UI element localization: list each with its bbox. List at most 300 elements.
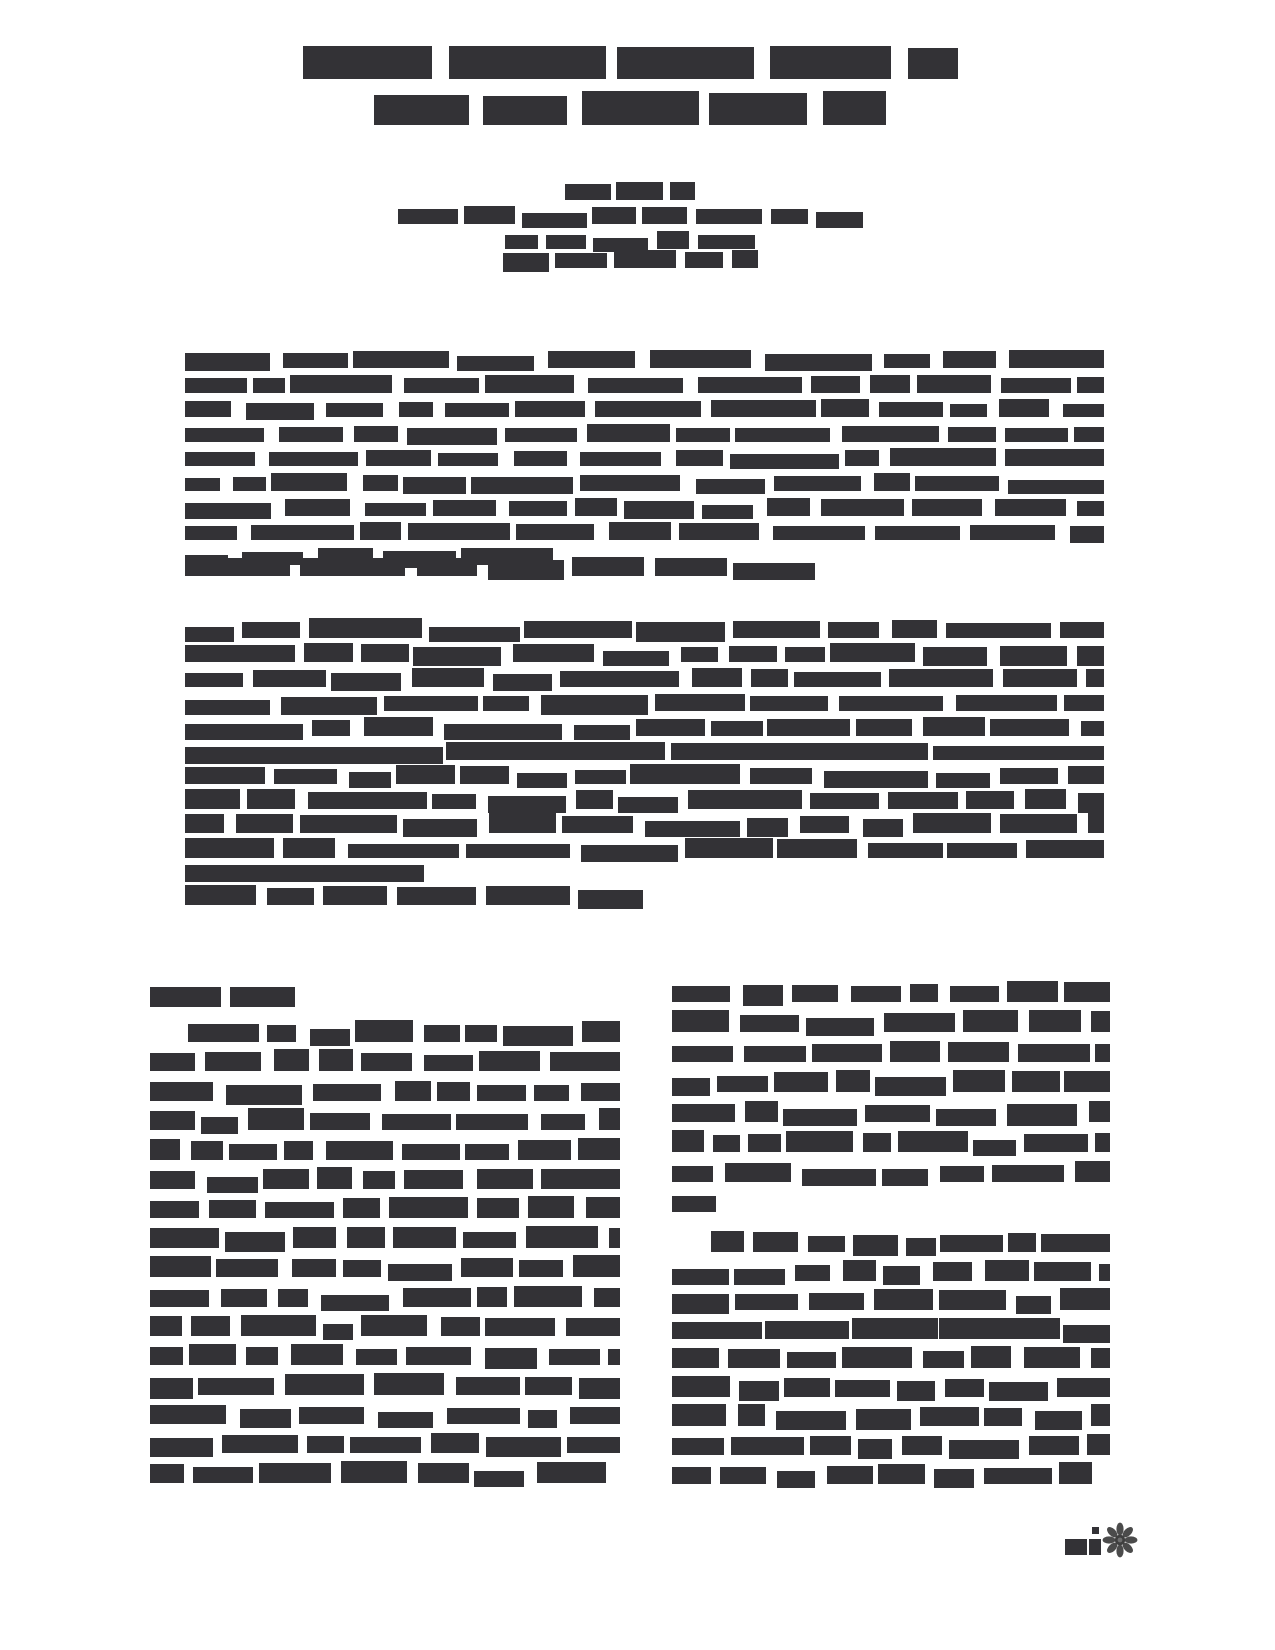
redacted-text-line <box>672 1103 1110 1122</box>
redacted-word <box>398 209 458 224</box>
redacted-word <box>388 1264 452 1281</box>
redacted-word <box>992 1165 1064 1182</box>
redacted-word <box>655 558 727 576</box>
redacted-word <box>1077 377 1104 393</box>
redacted-word <box>824 771 928 788</box>
redacted-text-line <box>150 1405 620 1424</box>
redacted-word <box>671 743 928 760</box>
redacted-word <box>608 1349 619 1365</box>
redacted-word <box>897 1381 935 1401</box>
redacted-word <box>550 1052 620 1071</box>
redacted-word <box>696 479 765 494</box>
redacted-word <box>366 450 432 466</box>
redacted-word <box>576 790 613 809</box>
redacted-word <box>233 477 266 491</box>
redacted-word <box>852 1318 938 1339</box>
redacted-word <box>479 1051 540 1071</box>
redacted-word <box>898 1131 969 1152</box>
redacted-word <box>636 622 725 642</box>
redacted-word <box>374 95 469 125</box>
redacted-word <box>936 1109 996 1126</box>
redacted-word <box>399 402 433 417</box>
redacted-word <box>570 1407 620 1424</box>
redacted-word <box>1000 814 1077 833</box>
redacted-word <box>317 1167 352 1189</box>
redacted-word <box>672 986 730 1002</box>
redacted-word <box>488 560 564 580</box>
redacted-word <box>1029 1010 1081 1032</box>
redacted-text-line <box>672 1043 1110 1062</box>
redacted-word <box>384 696 478 711</box>
redacted-text-line <box>672 1133 1110 1152</box>
redacted-word <box>412 668 484 687</box>
redacted-word <box>945 1379 984 1397</box>
redacted-word <box>845 450 878 466</box>
redacted-word <box>617 47 754 79</box>
redacted-word <box>548 351 636 368</box>
redacted-word <box>513 644 595 662</box>
redacted-word <box>150 1111 195 1130</box>
redacted-word <box>308 792 427 809</box>
redacted-word <box>185 767 265 784</box>
redacted-word <box>488 796 566 813</box>
redacted-word <box>588 378 683 393</box>
redacted-word <box>269 452 358 466</box>
redacted-word <box>1077 501 1104 516</box>
redacted-word <box>956 695 1057 711</box>
redacted-word <box>541 1114 585 1130</box>
redacted-text-line <box>150 1346 620 1365</box>
redacted-word <box>828 622 879 638</box>
redacted-text-line <box>185 816 1104 833</box>
redacted-word <box>1001 378 1071 393</box>
redacted-word <box>1059 1462 1092 1484</box>
redacted-word <box>477 1287 508 1307</box>
redacted-word <box>1034 1262 1090 1281</box>
redacted-word <box>363 475 398 491</box>
redacted-word <box>567 1437 620 1453</box>
redacted-word <box>285 499 350 516</box>
redacted-word <box>284 1141 313 1160</box>
redacted-text-line <box>185 558 815 576</box>
redacted-word <box>457 356 534 371</box>
redacted-word <box>408 523 511 540</box>
redacted-word <box>485 1318 555 1336</box>
redacted-word <box>902 1436 942 1455</box>
redacted-text-line <box>185 524 1104 540</box>
redacted-word <box>265 1202 334 1218</box>
redacted-word <box>396 765 455 784</box>
redacted-word <box>403 819 477 837</box>
redacted-word <box>191 1141 223 1160</box>
redacted-word <box>307 1436 344 1453</box>
redacted-text-line <box>672 1073 1110 1092</box>
redacted-word <box>300 815 397 833</box>
redacted-word <box>185 503 271 519</box>
redacted-text-line <box>185 743 1104 760</box>
redacted-word <box>216 1259 278 1277</box>
redacted-word <box>730 454 839 469</box>
redacted-word <box>447 1408 520 1424</box>
redacted-word <box>221 1289 267 1307</box>
section-heading-redacted <box>150 985 295 1007</box>
redacted-word <box>483 96 567 125</box>
redacted-word <box>303 46 432 79</box>
redacted-word <box>777 839 857 858</box>
redacted-word <box>744 1046 806 1062</box>
redacted-word <box>578 1138 620 1160</box>
redacted-word <box>711 400 816 417</box>
redacted-word <box>456 1377 519 1395</box>
redacted-text-line <box>150 1052 620 1071</box>
redacted-word <box>1003 669 1077 687</box>
redacted-word <box>1008 480 1104 494</box>
redacted-word <box>229 1144 276 1160</box>
redacted-word <box>1008 1233 1036 1252</box>
redacted-word <box>580 475 680 491</box>
redacted-word <box>923 1351 964 1368</box>
redacted-word <box>856 719 913 736</box>
redacted-word <box>225 1232 285 1252</box>
redacted-word <box>787 1352 836 1368</box>
redacted-word <box>609 1228 620 1248</box>
redacted-word <box>750 768 812 784</box>
redacted-word <box>811 376 861 393</box>
redacted-word <box>365 503 427 516</box>
redacted-word <box>185 478 220 491</box>
redacted-word <box>614 250 677 268</box>
second-abstract-paragraph-redacted <box>185 621 1104 882</box>
redacted-word <box>310 1029 351 1046</box>
redacted-word <box>312 720 350 736</box>
redacted-word <box>350 1437 420 1453</box>
redacted-word <box>150 1438 213 1457</box>
redacted-word <box>655 694 745 711</box>
redacted-word <box>460 766 509 784</box>
redacted-text-line <box>185 401 1104 417</box>
redacted-word <box>636 719 705 736</box>
redacted-word <box>240 1409 291 1428</box>
redacted-word <box>150 1290 209 1307</box>
redacted-word <box>802 1169 876 1186</box>
redacted-text-line <box>185 719 1104 736</box>
redacted-word <box>688 790 802 809</box>
redacted-word <box>821 399 869 417</box>
redacted-word <box>729 646 778 662</box>
redacted-word <box>595 401 701 417</box>
abstract-paragraph-redacted <box>185 352 1104 565</box>
redacted-word <box>810 793 878 809</box>
redacted-word <box>185 673 243 687</box>
redacted-word <box>681 647 718 662</box>
redacted-word <box>883 1266 920 1285</box>
redacted-word <box>185 353 270 371</box>
redacted-text-line <box>185 426 1104 442</box>
redacted-word <box>432 794 476 809</box>
redacted-text-line <box>672 1163 1110 1182</box>
redacted-word <box>717 1076 768 1092</box>
redacted-word <box>437 1082 470 1101</box>
redacted-word <box>821 499 904 516</box>
redacted-word <box>485 1348 538 1369</box>
redacted-word <box>575 770 626 784</box>
redacted-word <box>1099 1264 1110 1281</box>
author-contact-redacted <box>503 251 758 268</box>
rosette-petal <box>1116 1545 1123 1558</box>
redacted-text-line <box>150 985 295 1007</box>
redacted-word <box>349 772 391 788</box>
redacted-word <box>676 428 730 442</box>
redacted-word <box>463 1232 516 1248</box>
redacted-word <box>743 985 783 1006</box>
redacted-word <box>185 789 240 809</box>
redacted-text-line <box>185 475 1104 491</box>
redacted-word <box>242 622 301 638</box>
redacted-word <box>150 1347 183 1365</box>
redacted-word <box>800 816 850 833</box>
redacted-word <box>630 764 740 784</box>
redacted-word <box>1078 793 1104 813</box>
redacted-word <box>326 403 384 417</box>
redacted-word <box>592 207 636 224</box>
redacted-word <box>947 843 1017 858</box>
redacted-word <box>509 501 567 516</box>
redacted-word <box>812 1044 882 1062</box>
redacted-text-line <box>672 1407 1110 1426</box>
redacted-text-line <box>150 1288 620 1307</box>
redacted-word <box>356 1349 397 1365</box>
redacted-word <box>1095 1133 1110 1152</box>
redacted-word <box>1060 1288 1110 1310</box>
redacted-word <box>672 1294 729 1314</box>
redacted-word <box>856 1409 911 1430</box>
redacted-word <box>354 426 399 442</box>
redacted-word <box>725 1163 791 1182</box>
redacted-word <box>672 1438 724 1455</box>
paper-title-line-2-redacted <box>374 92 886 125</box>
redacted-word <box>247 789 295 809</box>
redacted-word <box>940 1166 984 1182</box>
redacted-word <box>582 1021 619 1042</box>
redacted-text-line <box>672 1193 1110 1212</box>
redacted-word <box>950 986 999 1002</box>
redacted-word <box>984 1408 1023 1426</box>
redacted-word <box>433 500 496 516</box>
redacted-word <box>267 1025 296 1042</box>
redacted-word <box>429 627 520 642</box>
redacted-word <box>963 1010 1018 1032</box>
redacted-word <box>770 46 891 79</box>
redacted-word <box>948 1042 1010 1062</box>
redacted-word <box>808 1236 845 1252</box>
redacted-text-line <box>672 1320 1110 1339</box>
redacted-word <box>574 725 630 740</box>
redacted-word <box>361 644 408 662</box>
redacted-word <box>672 1046 733 1062</box>
redacted-word <box>728 1349 780 1368</box>
redacted-text-line <box>150 1376 620 1395</box>
redacted-word <box>441 1317 480 1336</box>
redacted-word <box>444 724 562 740</box>
redacted-word <box>185 814 224 833</box>
redacted-word <box>890 448 996 466</box>
redacted-word <box>582 91 699 125</box>
redacted-word <box>274 1049 309 1071</box>
redacted-word <box>417 558 477 576</box>
redacted-word <box>733 563 815 580</box>
redacted-word <box>1070 526 1104 543</box>
redacted-word <box>274 769 337 784</box>
redacted-word <box>465 1144 509 1160</box>
redacted-word <box>912 499 982 516</box>
redacted-word <box>990 719 1069 736</box>
redacted-word <box>477 1169 534 1189</box>
redacted-text-line <box>150 1023 620 1042</box>
redacted-word <box>516 524 594 540</box>
redacted-word <box>304 643 353 662</box>
redacted-word <box>720 1467 766 1484</box>
redacted-word <box>1005 449 1104 466</box>
redacted-word <box>1041 1234 1110 1252</box>
redacted-word <box>525 1377 572 1395</box>
redacted-word <box>858 1439 892 1459</box>
redacted-word <box>1012 1071 1060 1092</box>
redacted-word <box>603 651 668 666</box>
redacted-word <box>191 1316 230 1336</box>
redacted-word <box>999 399 1049 417</box>
redacted-word <box>609 522 671 540</box>
redacted-word <box>353 351 449 368</box>
redacted-word <box>1074 427 1104 442</box>
redacted-word <box>1086 669 1104 687</box>
redacted-word <box>735 1294 799 1310</box>
redacted-word <box>519 1260 563 1277</box>
redacted-word <box>1000 646 1067 666</box>
redacted-text-line <box>150 1111 620 1130</box>
redacted-word <box>299 1407 365 1424</box>
redacted-word <box>565 184 611 200</box>
redacted-word <box>771 209 808 224</box>
redacted-word <box>920 1407 978 1426</box>
redacted-word <box>445 403 509 417</box>
redacted-word <box>794 672 881 687</box>
redacted-word <box>581 845 678 862</box>
redacted-text-line <box>185 841 1104 858</box>
redacted-word <box>278 1289 308 1307</box>
redacted-word <box>150 1171 195 1189</box>
redacted-word <box>514 451 567 466</box>
redacted-word <box>407 428 496 445</box>
redacted-word <box>150 1201 199 1218</box>
redacted-text-line <box>185 886 643 905</box>
redacted-word <box>546 235 586 249</box>
redacted-word <box>150 987 221 1007</box>
redacted-text-line <box>672 1349 1110 1368</box>
redacted-word <box>1024 1134 1089 1152</box>
redacted-word <box>939 1290 1005 1310</box>
redacted-word <box>776 1411 846 1430</box>
redacted-word <box>291 1344 343 1365</box>
redacted-text-line <box>185 792 1104 809</box>
redacted-word <box>403 477 466 494</box>
rosette-petal <box>1125 1536 1138 1543</box>
redacted-word <box>1087 1434 1109 1455</box>
redacted-word <box>290 375 391 393</box>
redacted-word <box>300 558 405 576</box>
redacted-text-line <box>150 1082 620 1101</box>
redacted-word <box>751 669 788 687</box>
redacted-word <box>985 1260 1029 1281</box>
redacted-word <box>1088 813 1104 833</box>
redacted-text-line <box>150 1258 620 1277</box>
redacted-word <box>875 526 959 540</box>
redacted-word <box>943 351 997 368</box>
redacted-word <box>1026 840 1104 858</box>
redacted-text-line <box>565 183 695 200</box>
redacted-word <box>1024 1347 1080 1368</box>
redacted-word <box>586 1197 620 1218</box>
redacted-word <box>923 717 985 736</box>
redacted-word <box>950 404 987 417</box>
redacted-word <box>549 1349 600 1365</box>
redacted-word <box>934 1469 974 1488</box>
redacted-word <box>672 1010 729 1032</box>
redacted-word <box>185 645 295 662</box>
redacted-word <box>581 1083 620 1101</box>
redacted-word <box>253 378 286 393</box>
redacted-text-line <box>185 352 1104 368</box>
redacted-text-line <box>185 621 1104 638</box>
redacted-word <box>562 816 633 833</box>
redacted-word <box>676 450 723 466</box>
redacted-word <box>393 1227 456 1248</box>
redacted-word <box>413 647 501 666</box>
redacted-word <box>517 773 567 788</box>
redacted-text-line <box>303 46 958 79</box>
redacted-word <box>185 428 264 442</box>
redacted-word <box>940 1235 1003 1252</box>
redacted-word <box>259 1463 331 1483</box>
redacted-word <box>767 498 810 516</box>
redacted-word <box>765 354 872 371</box>
redacted-word <box>868 843 942 858</box>
redacted-word <box>150 1316 182 1336</box>
redacted-word <box>657 231 690 249</box>
redacted-word <box>777 1471 815 1488</box>
redacted-word <box>874 1289 934 1310</box>
redacted-word <box>702 505 752 519</box>
redacted-word <box>150 1256 211 1277</box>
redacted-word <box>486 1437 561 1457</box>
redacted-word <box>745 1101 778 1122</box>
redacted-word <box>1005 428 1068 442</box>
redacted-text-line <box>672 1378 1110 1397</box>
redacted-word <box>431 1433 479 1453</box>
redacted-word <box>189 1344 236 1365</box>
redacted-word <box>566 1318 620 1336</box>
redacted-word <box>389 1197 469 1218</box>
redacted-word <box>503 1026 573 1046</box>
redacted-word <box>874 473 910 491</box>
redacted-word <box>587 424 670 442</box>
redacted-word <box>917 375 991 393</box>
redacted-word <box>1009 350 1104 368</box>
redacted-word <box>528 1410 556 1428</box>
redacted-word <box>843 1260 876 1281</box>
redacted-word <box>185 885 256 905</box>
redacted-word <box>572 557 644 576</box>
redacted-word <box>347 1227 386 1248</box>
